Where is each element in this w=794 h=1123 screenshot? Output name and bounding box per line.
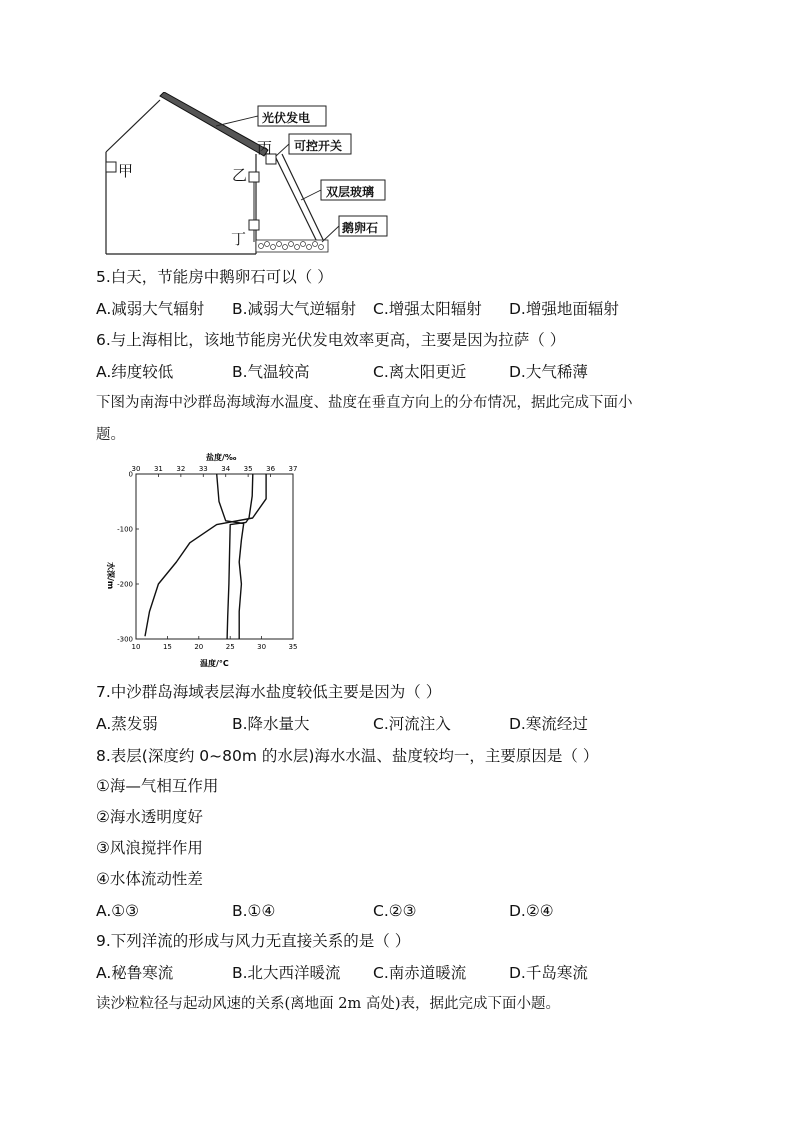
label-ding: 丁 (231, 230, 247, 248)
top-tick-label: 35 (243, 465, 253, 473)
q5-option-c[interactable]: C.增强太阳辐射 (373, 300, 482, 318)
top-tick-label: 37 (288, 465, 298, 473)
q8-item-1: ①海—气相互作用 (96, 777, 219, 795)
label-jia: 甲 (118, 162, 134, 180)
salinity-profile-line-2 (217, 474, 244, 639)
q6-option-d[interactable]: D.大气稀薄 (509, 363, 588, 381)
top-tick-label: 31 (153, 465, 163, 473)
salinity-profile-line-3 (145, 474, 266, 636)
temperature-salinity-chart (96, 450, 306, 672)
q9-option-b[interactable]: B.北大西洋暖流 (232, 964, 341, 982)
q6-option-b[interactable]: B.气温较高 (232, 363, 310, 381)
top-axis-label: 盐度/‰ (206, 453, 237, 462)
q8-option-c[interactable]: C.②③ (373, 902, 417, 920)
intro-sand-table: 读沙粒粒径与起动风速的关系(离地面 2m 高处)表，据此完成下面小题。 (96, 996, 561, 1012)
q8-item-2: ②海水透明度好 (96, 808, 203, 826)
plot-frame (136, 474, 293, 639)
q5-option-d[interactable]: D.增强地面辐射 (509, 300, 619, 318)
q8-item-4: ④水体流动性差 (96, 870, 203, 888)
q7-option-a[interactable]: A.蒸发弱 (96, 715, 158, 733)
q8-option-b[interactable]: B.①④ (232, 902, 276, 920)
q7-option-d[interactable]: D.寒流经过 (509, 715, 588, 733)
q5-option-b[interactable]: B.减弱大气逆辐射 (232, 300, 357, 318)
label-bing: 丙 (257, 139, 273, 157)
y-tick-label: 0 (128, 470, 133, 479)
bottom-tick-label: 25 (225, 643, 235, 651)
question-7-stem: 7.中沙群岛海域表层海水盐度较低主要是因为（ ） (96, 683, 442, 701)
y-tick-label: -200 (117, 580, 133, 589)
q6-option-c[interactable]: C.离太阳更近 (373, 363, 467, 381)
q6-option-a[interactable]: A.纬度较低 (96, 363, 174, 381)
q8-option-d[interactable]: D.②④ (509, 902, 554, 920)
intro-ocean-profile-line1: 下图为南海中沙群岛海域海水温度、盐度在垂直方向上的分布情况，据此完成下面小 (96, 395, 633, 411)
top-tick-label: 36 (266, 465, 276, 473)
q7-option-b[interactable]: B.降水量大 (232, 715, 310, 733)
label-glass: 双层玻璃 (326, 185, 375, 199)
label-yi: 乙 (232, 166, 248, 184)
label-pv: 光伏发电 (262, 111, 311, 125)
bottom-tick-label: 30 (257, 643, 267, 651)
y-tick-label: -300 (117, 635, 133, 644)
label-switch: 可控开关 (294, 139, 343, 153)
bottom-tick-label: 10 (131, 643, 141, 651)
q9-option-c[interactable]: C.南赤道暖流 (373, 964, 467, 982)
label-pebble: 鹅卵石 (342, 221, 379, 235)
top-tick-label: 32 (176, 465, 186, 473)
y-tick-label: -100 (117, 525, 133, 534)
question-9-stem: 9.下列洋流的形成与风力无直接关系的是（ ） (96, 932, 411, 950)
bottom-axis-label: 温度/°C (200, 659, 229, 668)
bottom-tick-label: 20 (194, 643, 204, 651)
bottom-tick-label: 35 (288, 643, 298, 651)
question-8-stem: 8.表层(深度约 0~80m 的水层)海水水温、盐度较均一，主要原因是（ ） (96, 747, 599, 765)
q9-option-a[interactable]: A.秘鲁寒流 (96, 964, 174, 982)
q5-option-a[interactable]: A.减弱大气辐射 (96, 300, 205, 318)
intro-ocean-profile-line2: 题。 (96, 427, 125, 443)
top-tick-label: 34 (221, 465, 231, 473)
top-tick-label: 33 (198, 465, 208, 473)
question-6-stem: 6.与上海相比，该地节能房光伏发电效率更高，主要是因为拉萨（ ） (96, 331, 566, 349)
top-tick-label: 30 (131, 465, 141, 473)
bottom-tick-label: 15 (162, 643, 172, 651)
y-axis-label: 水深/m (106, 562, 115, 590)
q7-option-c[interactable]: C.河流注入 (373, 715, 451, 733)
question-5-stem: 5.白天，节能房中鹅卵石可以（ ） (96, 268, 333, 286)
q8-item-3: ③风浪搅拌作用 (96, 839, 203, 857)
q9-option-d[interactable]: D.千岛寒流 (509, 964, 588, 982)
q8-option-a[interactable]: A.①③ (96, 902, 140, 920)
